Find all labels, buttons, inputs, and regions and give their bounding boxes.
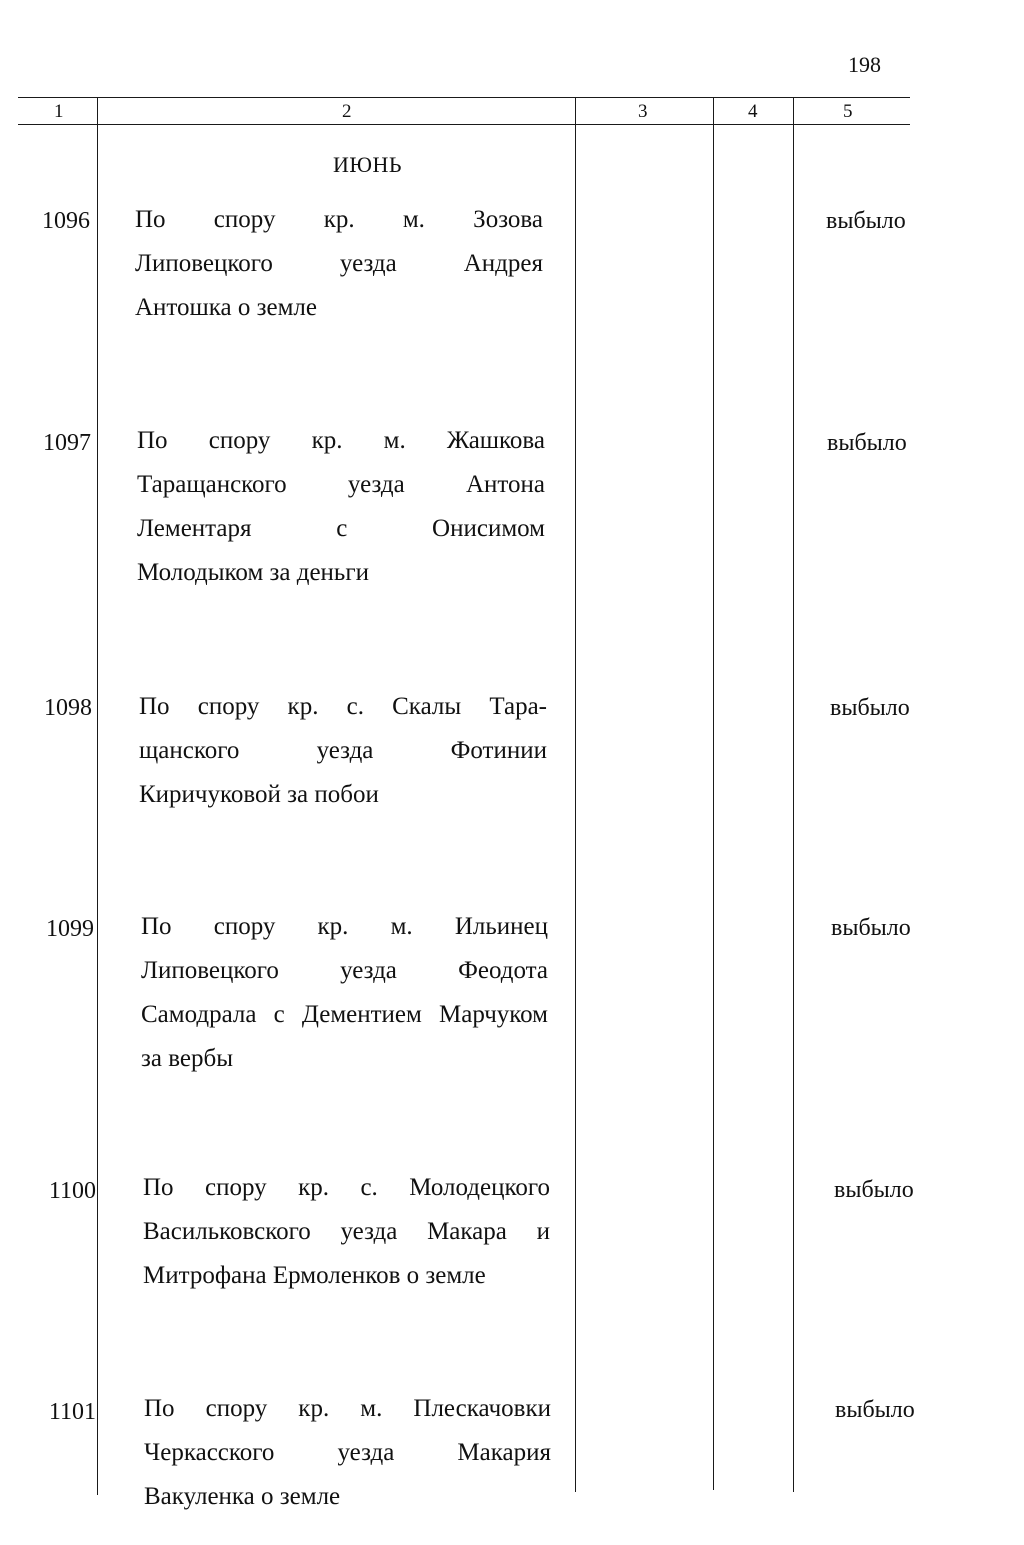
page-number: 198 <box>848 52 881 77</box>
entry-line: Самодрала с Дементием Марчуком <box>141 1001 548 1028</box>
entry-line: По спору кр. м. Плескачовки <box>144 1395 551 1422</box>
month-heading: ИЮНЬ <box>333 152 403 177</box>
entry-number: 1099 <box>46 916 94 942</box>
entry-description <box>137 419 545 595</box>
entry-line: за вербы <box>141 1045 233 1072</box>
entry-line: По спору кр. с. Скалы Тара- <box>139 693 547 720</box>
entry-line: Лементаря с Онисимом <box>137 515 545 542</box>
entry-number: 1101 <box>48 1399 96 1425</box>
column-header-5: 5 <box>843 101 853 122</box>
entry-number: 1100 <box>48 1178 96 1204</box>
entry-line: Киричуковой за побои <box>139 781 379 808</box>
entry-status: выбыло <box>834 1177 914 1203</box>
column-divider-2 <box>575 97 576 1492</box>
entry-line: Липовецкого уезда Андрея <box>135 250 543 277</box>
entry-status: выбыло <box>830 695 910 721</box>
entry-line: Молодыком за деньги <box>137 559 369 586</box>
entry-line: Антошка о земле <box>135 294 318 321</box>
table-header-rule <box>18 124 910 125</box>
entry-status: выбыло <box>826 208 906 234</box>
table-top-rule <box>18 97 910 98</box>
entry-line: Липовецкого уезда Феодота <box>141 957 548 984</box>
entry-status: выбыло <box>827 430 907 456</box>
entry-line: Вакуленка о земле <box>144 1483 341 1510</box>
entry-description <box>139 685 547 817</box>
entry-line: Митрофана Ермоленков о земле <box>143 1262 486 1289</box>
column-header-2: 2 <box>342 101 352 122</box>
entry-line: По спору кр. с. Молодецкого <box>143 1174 550 1201</box>
entry-line: щанского уезда Фотинии <box>139 737 547 764</box>
entry-status: выбыло <box>831 915 911 941</box>
entry-number: 1098 <box>44 695 92 721</box>
column-divider-1 <box>97 97 98 1495</box>
entry-line: По спору кр. м. Зозова <box>135 206 543 233</box>
entry-number: 1097 <box>43 430 91 456</box>
entry-number: 1096 <box>42 208 90 234</box>
column-header-3: 3 <box>638 101 648 122</box>
column-divider-3 <box>713 97 714 1490</box>
entry-status: выбыло <box>835 1397 915 1423</box>
column-divider-4 <box>793 97 794 1492</box>
column-header-4: 4 <box>748 101 758 122</box>
entry-description <box>144 1387 551 1519</box>
entry-line: По спору кр. м. Ильинец <box>141 913 548 940</box>
column-header-1: 1 <box>54 101 64 122</box>
entry-line: Черкасского уезда Макария <box>144 1439 551 1466</box>
entry-description <box>135 198 543 330</box>
entry-line: Таращанского уезда Антона <box>137 471 545 498</box>
entry-description <box>143 1166 550 1298</box>
entry-line: Васильковского уезда Макара и <box>143 1218 550 1245</box>
entry-description <box>141 905 548 1081</box>
entry-line: По спору кр. м. Жашкова <box>137 427 545 454</box>
